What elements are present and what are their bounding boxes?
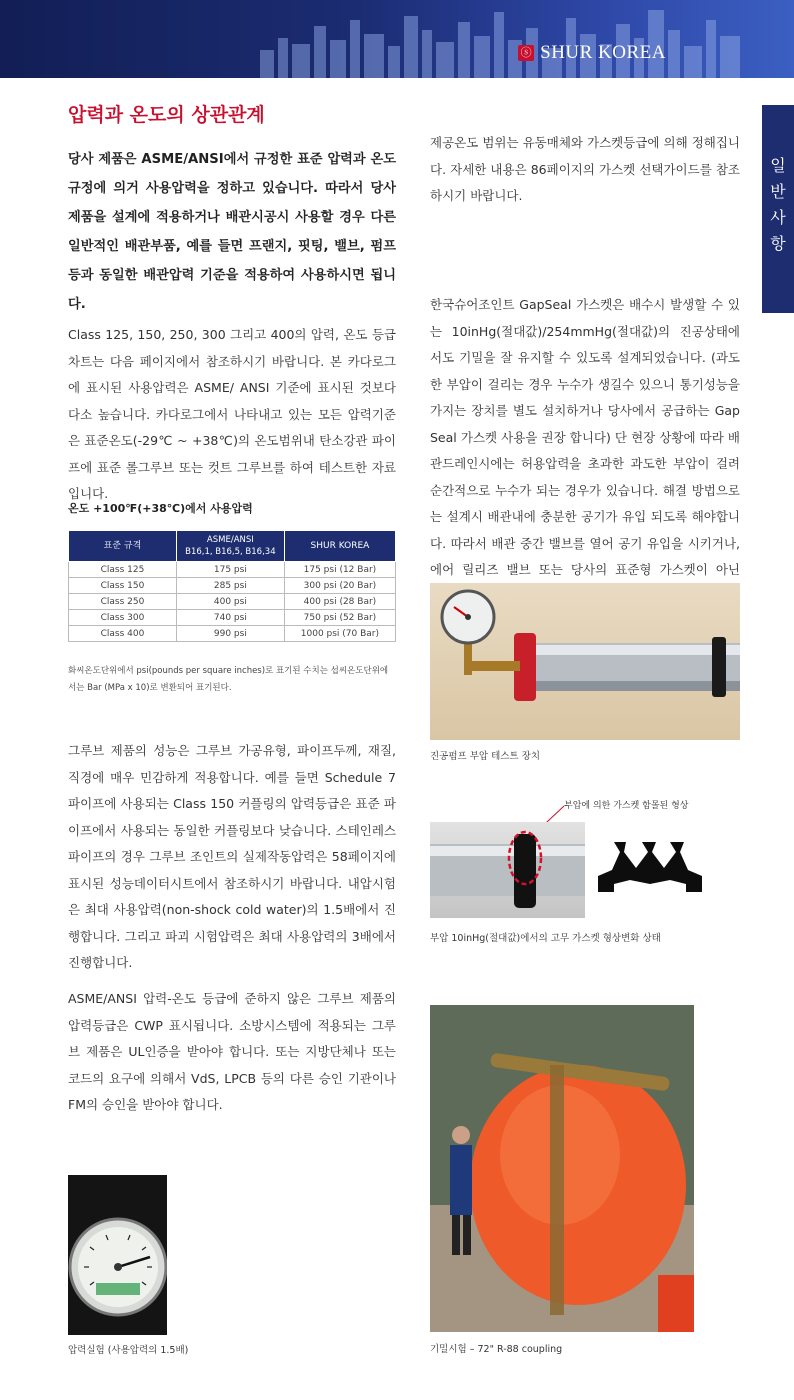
gasket-coupling-photo	[430, 822, 585, 918]
cell-shur: 1000 psi (70 Bar)	[284, 626, 395, 642]
cell-asme: 285 psi	[176, 578, 284, 594]
table-header-asme	[176, 531, 284, 562]
cell-class: Class 250	[69, 594, 177, 610]
cell-asme: 175 psi	[176, 562, 284, 578]
pressure-table	[68, 530, 396, 642]
table-row	[69, 578, 396, 594]
section-title: 압력과 온도의 상관관계	[68, 104, 265, 126]
gapseal-paragraph: 한국슈어조인트 GapSeal 가스켓은 배수시 발생할 수 있는 10inHg(절대값)/254mmHg(절대값)의 진공상태에서도 기밀을 잘 유지할 수 있도록 설계되었습니다. (과도한 부압이 걸리는 경우 누수가 생길수 있으니 통기성능을 가지는 장치를 별도 설치하거나 당사에서 공급하는 Gap Seal 가스켓 사용을 권장 합니다) 단 현장 상황에 따라 배관드레인시에는 허용압력을 초과한 과도한 부압이 걸려 순간적으로 누수가 되는 경우가 있습니다. 해결 방법으로는 설계시 배관내에 충분한 공기가 유입 되도록 해야합니다. 따라서 배관 중간 밸브를 열어 공기 유입을 시키거나, 에어 릴리즈 밸브 또는 당사의 표준형 가스켓이 아닌	[430, 297, 740, 577]
cell-shur: 300 psi (20 Bar)	[284, 578, 395, 594]
vacuum-test-photo	[430, 583, 740, 740]
table-row	[69, 626, 396, 642]
table-note: 화씨온도단위에서 psi(pounds per square inches)로 표기된 수치는 섭씨온도단위에서는 Bar (MPa x 10)로 변환되어 표기된다.	[68, 666, 389, 693]
cell-asme: 740 psi	[176, 610, 284, 626]
table-header-asme-line1: ASME/ANSI	[206, 535, 254, 545]
side-tab-general[interactable]	[762, 105, 794, 313]
cell-asme: 400 psi	[176, 594, 284, 610]
caption-vacuum-test: 진공펌프 부압 테스트 장치	[430, 751, 541, 762]
asme-paragraph: ASME/ANSI 압력-온도 등급에 준하지 않은 그루브 제품의 압력등급은 CWP 표시됩니다. 소방시스템에 적용되는 그루브 제품은 UL인증을 받아야 합니다. 또는 지방단체나 또는 코드의 요구에 의해서 VdS, LPCB 등의 다른 승인 기관이나 FM의 승인을 받아야 합니다.	[68, 991, 396, 1112]
cell-class: Class 125	[69, 562, 177, 578]
brand-name: SHUR KOREA	[540, 42, 666, 63]
range-paragraph: 제공온도 범위는 유동매체와 가스켓등급에 의해 정해집니다. 자세한 내용은 86페이지의 가스켓 선택가이드를 참조하시기 바랍니다.	[430, 135, 740, 203]
pressure-table-title: 온도 +100℉(+38℃)에서 사용압력	[68, 502, 253, 515]
caption-airtight-test: 기밀시험 – 72" R-88 coupling	[430, 1344, 563, 1355]
table-row	[69, 610, 396, 626]
table-row	[69, 594, 396, 610]
company-logo	[518, 42, 666, 64]
cell-shur: 750 psi (52 Bar)	[284, 610, 395, 626]
table-header-shur: SHUR KOREA	[284, 531, 395, 562]
cell-asme: 990 psi	[176, 626, 284, 642]
cell-class: Class 400	[69, 626, 177, 642]
logo-mark-icon: ⓢ	[518, 45, 534, 61]
table-row	[69, 562, 396, 578]
gasket-profile-photo	[590, 822, 710, 918]
table-header-standard: 표준 규격	[69, 531, 177, 562]
cell-class: Class 300	[69, 610, 177, 626]
header-banner	[0, 0, 794, 78]
skyline-graphic	[250, 0, 750, 78]
caption-gasket-state: 부압 10inHg(절대값)에서의 고무 가스켓 형상변화 상태	[430, 933, 661, 944]
cell-class: Class 150	[69, 578, 177, 594]
table-header-asme-line2: B16,1, B16,5, B16,34	[185, 547, 276, 557]
cell-shur: 175 psi (12 Bar)	[284, 562, 395, 578]
caption-pressure-test: 압력실험 (사용압력의 1.5배)	[68, 1345, 189, 1356]
side-tab-label: 일 반 사 항	[770, 156, 786, 253]
intro-paragraph: 당사 제품은 ASME/ANSI에서 규정한 표준 압력과 온도규정에 의거 사용압력을 정하고 있습니다. 따라서 당사 제품을 설계에 적용하거나 배관시공시 사용할 경우 다른 일반적인 배관부품, 예를 들면 프랜지, 핏팅, 밸브, 펌프 등과 동일한 배관압력 기준을 적용하여 사용하시면 됩니다.	[68, 152, 396, 312]
class-paragraph: Class 125, 150, 250, 300 그리고 400의 압력, 온도 등급차트는 다음 페이지에서 참조하시기 바랍니다. 본 카다로그에 표시된 사용압력은 ASME/ ANSI 기준에 표시된 것보다 다소 높습니다. 카다로그에서 나타내고 있는 모든 압력기준은 표준온도(-29℃ ~ +38℃)의 온도범위내 탄소강관 파이프에 표준 롤그루브 또는 컷트 그루브를 하여 테스트한 자료입니다.	[68, 327, 396, 501]
airtight-test-photo	[430, 1005, 694, 1332]
groove-paragraph: 그루브 제품의 성능은 그루브 가공유형, 파이프두께, 재질, 직경에 매우 민감하게 적용합니다. 예를 들면 Schedule 7 파이프에 사용되는 Class 150 커플링의 압력등급은 표준 파이프에서 사용되는 동일한 커플링보다 낮습니다. 스테인레스 파이프의 경우 그루브 조인트의 실제작동압력은 58페이지에 표시된 성능데이터시트에서 참조하시기 바랍니다. 내압시험은 최대 사용압력(non-shock cold water)의 1.5배에서 진행합니다. 그리고 파괴 시험압력은 최대 사용압력의 3배에서 진행합니다.	[68, 743, 396, 970]
pressure-gauge-photo	[68, 1175, 167, 1335]
cell-shur: 400 psi (28 Bar)	[284, 594, 395, 610]
gasket-annotation: 부압에 의한 가스켓 함몰된 형상	[564, 801, 689, 811]
